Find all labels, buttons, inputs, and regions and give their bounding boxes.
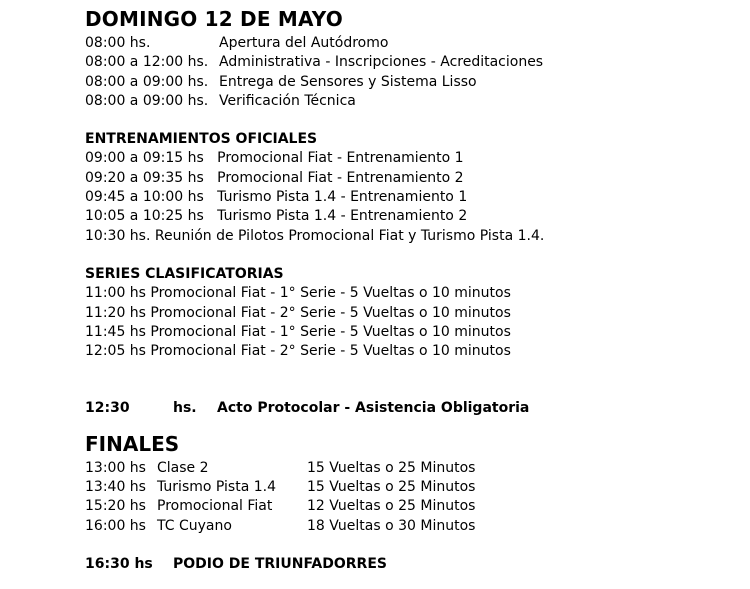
finales-class: Turismo Pista 1.4 <box>157 479 276 496</box>
finales-section <box>85 431 725 536</box>
series-heading: SERIES CLASIFICATORIAS <box>85 265 284 282</box>
finales-detail: 12 Vueltas o 25 Minutos <box>307 498 476 515</box>
training-heading: ENTRENAMIENTOS OFICIALES <box>85 131 318 148</box>
spacer <box>85 419 725 431</box>
acto-description: Acto Protocolar - Asistencia Obligatoria <box>217 400 530 417</box>
series-row: 11:20 hs Promocional Fiat - 2° Serie - 5 Vueltas o 10 minutos <box>85 304 511 321</box>
schedule-row <box>85 34 725 53</box>
schedule-document <box>85 6 725 574</box>
finales-row <box>85 517 725 536</box>
schedule-description: Apertura del Autódromo <box>219 35 389 51</box>
podio-row <box>85 555 725 574</box>
series-row: 11:45 hs Promocional Fiat - 1° Serie - 5 Vueltas o 10 minutos <box>85 323 511 340</box>
acto-hs: hs. <box>173 400 197 417</box>
finales-row <box>85 497 725 516</box>
page-title: DOMINGO 12 DE MAYO <box>85 7 343 31</box>
finales-detail: 18 Vueltas o 30 Minutos <box>307 517 476 534</box>
acto-time: 12:30 <box>85 400 130 417</box>
finales-time: 13:40 hs <box>85 479 146 496</box>
training-row: 09:00 a 09:15 hs Promocional Fiat - Entrenamiento 1 <box>85 150 464 167</box>
finales-heading: FINALES <box>85 431 180 456</box>
series-row: 11:00 hs Promocional Fiat - 1° Serie - 5 Vueltas o 10 minutos <box>85 285 511 302</box>
opening-schedule <box>85 34 725 111</box>
spacer <box>85 111 725 130</box>
finales-row <box>85 459 725 478</box>
finales-class: Promocional Fiat <box>157 498 273 515</box>
training-row: 09:20 a 09:35 hs Promocional Fiat - Entrenamiento 2 <box>85 169 464 186</box>
schedule-row <box>85 53 725 72</box>
spacer <box>85 246 725 265</box>
podio-time: 16:30 hs <box>85 555 153 572</box>
training-row: 09:45 a 10:00 hs Turismo Pista 1.4 - Entrenamiento 1 <box>85 189 468 206</box>
finales-detail: 15 Vueltas o 25 Minutos <box>307 479 476 496</box>
schedule-time: 08:00 a 09:00 hs. <box>85 92 209 109</box>
schedule-time: 08:00 hs. <box>85 35 151 51</box>
schedule-description: Entrega de Sensores y Sistema Lisso <box>219 73 477 90</box>
training-section <box>85 130 725 246</box>
schedule-description: Verificación Técnica <box>219 92 356 109</box>
series-section <box>85 265 725 361</box>
finales-time: 13:00 hs <box>85 459 146 476</box>
series-row: 12:05 hs Promocional Fiat - 2° Serie - 5 Vueltas o 10 minutos <box>85 343 511 360</box>
finales-class: TC Cuyano <box>157 517 232 534</box>
schedule-row <box>85 73 725 92</box>
finales-row <box>85 478 725 497</box>
spacer <box>85 536 725 555</box>
training-row: 10:05 a 10:25 hs Turismo Pista 1.4 - Entrenamiento 2 <box>85 208 468 225</box>
schedule-row <box>85 92 725 111</box>
schedule-time: 08:00 a 09:00 hs. <box>85 73 209 90</box>
training-row: 10:30 hs. Reunión de Pilotos Promocional Fiat y Turismo Pista 1.4. <box>85 227 545 244</box>
acto-protocolar-row <box>85 399 725 418</box>
schedule-description: Administrativa - Inscripciones - Acreditaciones <box>219 54 544 71</box>
finales-time: 16:00 hs <box>85 517 146 534</box>
schedule-time: 08:00 a 12:00 hs. <box>85 54 209 71</box>
podio-description: PODIO DE TRIUNFADORRES <box>173 555 387 572</box>
finales-detail: 15 Vueltas o 25 Minutos <box>307 459 476 476</box>
finales-time: 15:20 hs <box>85 498 146 515</box>
spacer <box>85 361 725 399</box>
finales-class: Clase 2 <box>157 459 209 476</box>
